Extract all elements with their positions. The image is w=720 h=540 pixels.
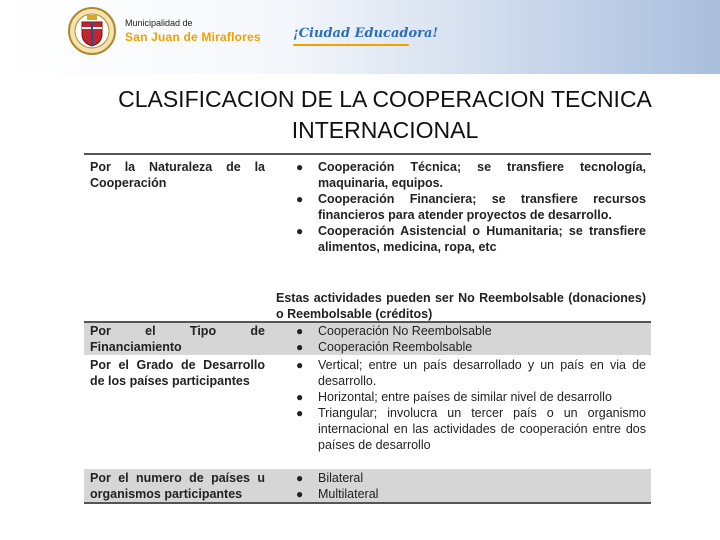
logo-municipality-label: Municipalidad de [125, 18, 193, 28]
row-items [292, 159, 646, 255]
item-text: Cooperación Asistencial o Humanitaria; se transfiere alimentos, medicina, ropa, etc [318, 224, 646, 254]
slogan: ¡Ciudad Educadora! [293, 26, 439, 41]
table-bottom-rule [84, 502, 651, 504]
logo-district-name: San Juan de Miraflores [125, 30, 261, 44]
bullet-icon: ● [296, 340, 304, 354]
row-category: Por el Grado de Desarrollo de los países participantes [90, 358, 265, 388]
item-text: Cooperación Financiera; se transfiere recursos financieros para atender proyectos de desarrollo. [318, 192, 646, 222]
row-category: Por el numero de países u organismos participantes [90, 471, 265, 501]
list-item [292, 470, 646, 486]
item-text: Cooperación Reembolsable [318, 340, 473, 354]
list-item [292, 486, 646, 502]
row-items [292, 470, 646, 502]
list-item [292, 159, 646, 191]
bullet-icon: ● [296, 471, 304, 485]
slide-title [90, 84, 680, 146]
bullet-icon: ● [296, 390, 304, 404]
list-item [292, 339, 646, 355]
table-row [84, 356, 651, 468]
bullet-icon: ● [296, 192, 304, 206]
bullet-icon: ● [296, 406, 304, 420]
row-category: Por la Naturaleza de la Cooperación [90, 160, 265, 190]
item-text: Bilateral [318, 471, 364, 485]
list-item [292, 323, 646, 339]
municipal-crest-icon [67, 6, 117, 56]
item-text: Cooperación Técnica; se transfiere tecnología, maquinaria, equipos. [318, 160, 646, 190]
list-item [292, 405, 646, 453]
list-item [292, 223, 646, 255]
bullet-icon: ● [296, 324, 304, 338]
bullet-icon: ● [296, 358, 304, 372]
list-item [292, 191, 646, 223]
title-line-2: INTERNACIONAL [291, 117, 479, 143]
table-row [84, 323, 651, 355]
title-line-1: CLASIFICACION DE LA COOPERACION TECNICA [118, 86, 652, 112]
list-item [292, 357, 646, 389]
reimbursement-note: Estas actividades pueden ser No Reembolsable (donaciones) o Reembolsable (créditos) [276, 291, 646, 321]
list-item [292, 389, 646, 405]
bullet-icon: ● [296, 224, 304, 238]
bullet-icon: ● [296, 160, 304, 174]
classification-table [84, 153, 651, 504]
row-items [292, 357, 646, 453]
table-top-rule [84, 153, 651, 155]
item-text: Vertical; entre un país desarrollado y un país en via de desarrollo. [318, 358, 646, 388]
item-text: Horizontal; entre países de similar nivel de desarrollo [318, 390, 612, 404]
row-items [292, 323, 646, 355]
item-text: Multilateral [318, 487, 379, 501]
table-row [84, 469, 651, 503]
row-category: Por el Tipo de Financiamiento [90, 324, 265, 354]
bullet-icon: ● [296, 487, 304, 501]
slogan-underline [293, 44, 409, 46]
item-text: Cooperación No Reembolsable [318, 324, 492, 338]
item-text: Triangular; involucra un tercer país o un organismo internacional en las actividades de cooperación entre dos países de desarrollo [318, 406, 646, 452]
